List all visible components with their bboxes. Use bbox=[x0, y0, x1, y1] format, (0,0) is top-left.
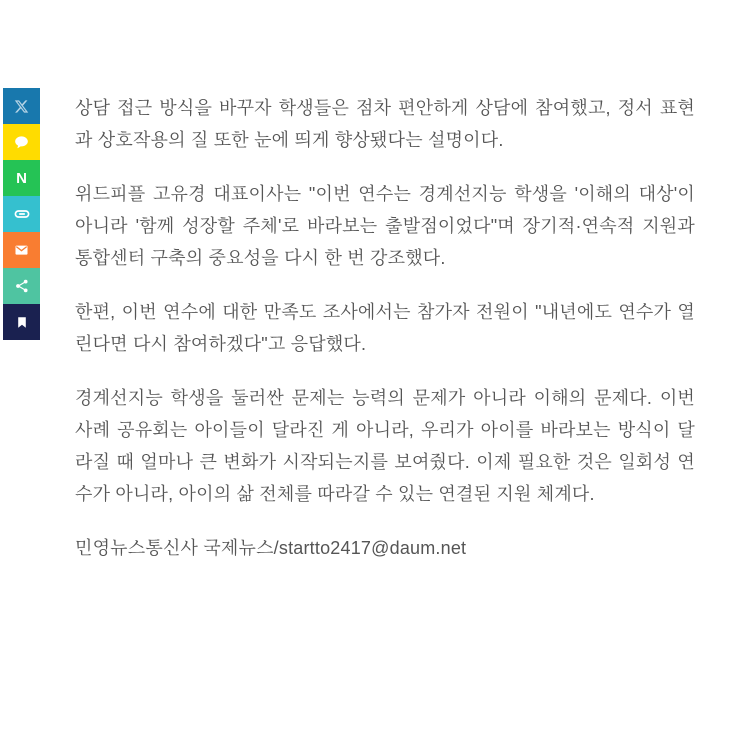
byline: 민영뉴스통신사 국제뉴스/startto2417@daum.net bbox=[75, 538, 467, 558]
social-share-bar bbox=[3, 88, 40, 340]
envelope-icon bbox=[13, 242, 30, 258]
share-other-button[interactable] bbox=[3, 268, 40, 304]
share-kakaotalk-button[interactable] bbox=[3, 124, 40, 160]
article-body bbox=[75, 92, 695, 586]
kakao-speech-bubble-icon bbox=[13, 134, 30, 150]
copy-link-button[interactable] bbox=[3, 196, 40, 232]
naver-n-icon: N bbox=[16, 169, 27, 187]
share-x-twitter-button[interactable] bbox=[3, 88, 40, 124]
x-twitter-icon bbox=[14, 99, 29, 114]
share-nodes-icon bbox=[14, 278, 30, 294]
bookmark-icon bbox=[15, 315, 29, 330]
bookmark-button[interactable] bbox=[3, 304, 40, 340]
article-paragraph: 위드피플 고유경 대표이사는 "이번 연수는 경계선지능 학생을 '이해의 대상'이 아니라 '함께 성장할 주체'로 바라보는 출발점이었다"며 장기적·연속적 지원과 통합센터 구축의 중요성을 다시 한 번 강조했다. bbox=[75, 184, 695, 268]
link-icon bbox=[13, 205, 31, 223]
article-paragraph: 한편, 이번 연수에 대한 만족도 조사에서는 참가자 전원이 "내년에도 연수가 열린다면 다시 참여하겠다"고 응답했다. bbox=[75, 302, 695, 354]
article-paragraph: 경계선지능 학생을 둘러싼 문제는 능력의 문제가 아니라 이해의 문제다. 이번 사례 공유회는 아이들이 달라진 게 아니라, 우리가 아이를 바라보는 방식이 달라질 때 얼마나 큰 변화가 시작되는지를 보여줬다. 이제 필요한 것은 일회성 연수가 아니라, 아이의 삶 전체를 따라갈 수 있는 연결된 지원 체계다. bbox=[75, 388, 695, 504]
article-paragraph: 상담 접근 방식을 바꾸자 학생들은 점차 편안하게 상담에 참여했고, 정서 표현과 상호작용의 질 또한 눈에 띄게 향상됐다는 설명이다. bbox=[75, 98, 695, 150]
share-naver-button[interactable] bbox=[3, 160, 40, 196]
share-email-button[interactable] bbox=[3, 232, 40, 268]
